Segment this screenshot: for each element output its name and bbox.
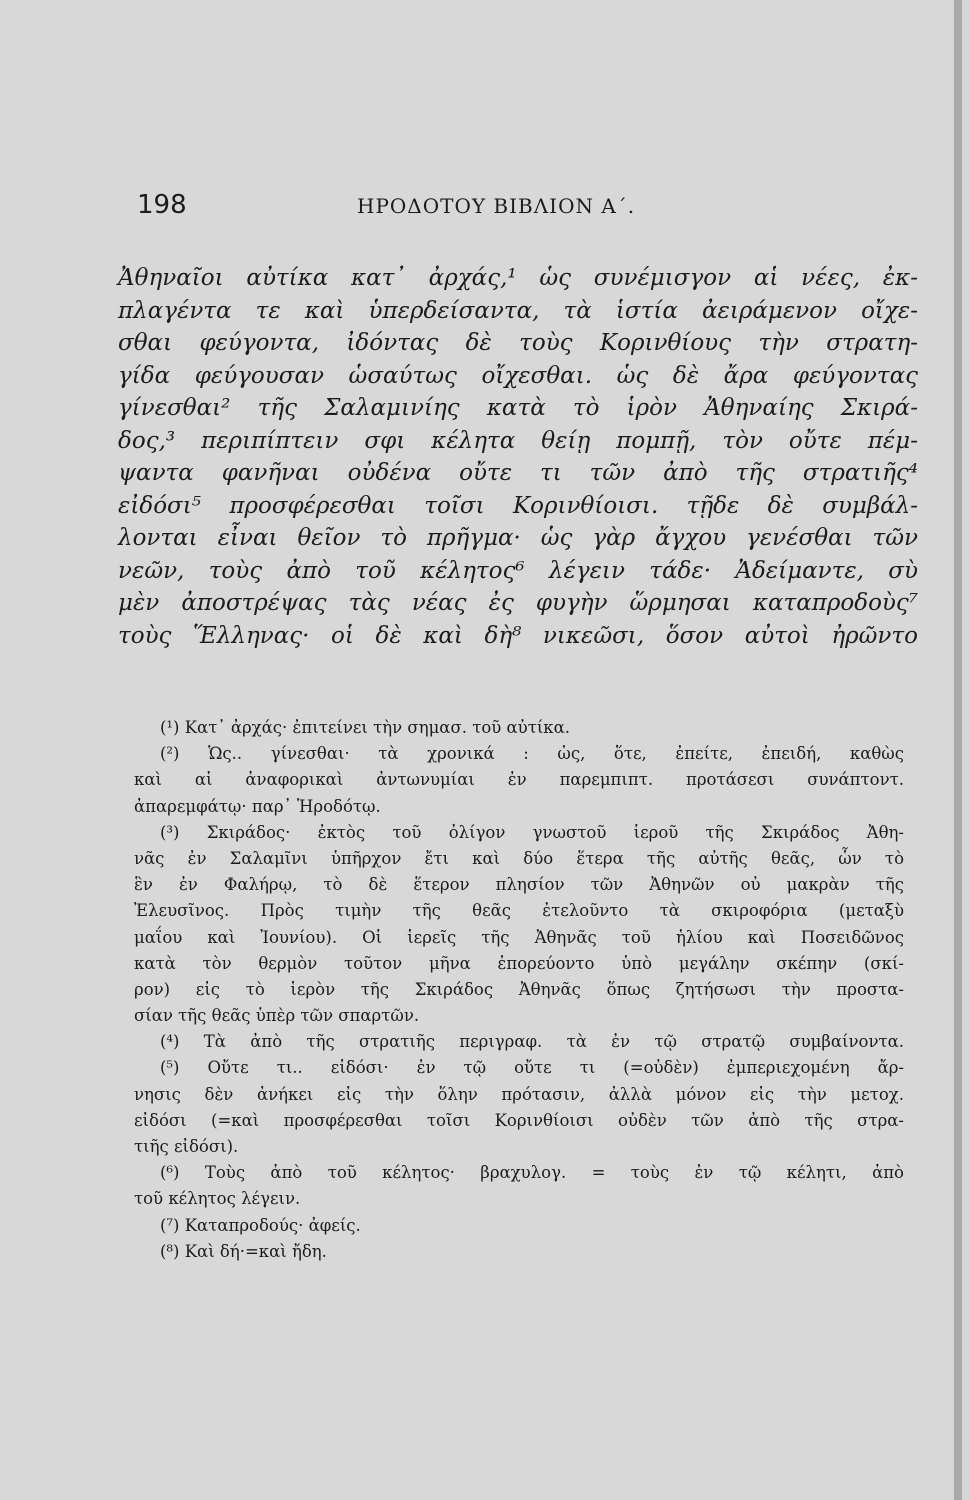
main-text-line: νεῶν, τοὺς ἀπὸ τοῦ κέλητος⁶ λέγειν τάδε· Ἀδείμαντε, σὺ <box>118 557 918 584</box>
footnotes <box>134 715 904 1265</box>
footnote-line: καὶ αἱ ἀναφορικαὶ ἀντωνυμίαι ἐν παρεμπιπτ. προτάσεσι συνάπτοντ. <box>134 770 904 790</box>
footnote-line: (⁸) Καὶ δή·=καὶ ἤδη. <box>160 1241 327 1261</box>
footnote-line: Ἐλευσῖνος. Πρὸς τιμὴν τῆς θεᾶς ἐτελοῦντο τὰ σκιροφόρια (μεταξὺ <box>134 901 904 921</box>
main-text-line: γίδα φεύγουσαν ὡσαύτως οἴχεσθαι. ὡς δὲ ἄρα φεύγοντας <box>118 362 918 389</box>
main-text-line: εἰδόσι⁵ προσφέρεσθαι τοῖσι Κορινθίοισι. τῇδε δὲ συμβάλ- <box>118 492 918 519</box>
footnote-line: εἰδόσι (=καὶ προσφέρεσθαι τοῖσι Κορινθίοισι οὐδὲν τῶν ἀπὸ τῆς στρα- <box>134 1110 904 1130</box>
main-text <box>118 262 918 652</box>
page-header <box>137 190 685 230</box>
main-text-line: ψαντα φανῆναι οὐδένα οὔτε τι τῶν ἀπὸ τῆς στρατιῆς⁴ <box>118 460 918 486</box>
main-text-line: δος,³ περιπίπτειν σφι κέλητα θείῃ πομπῇ, τὸν οὔτε πέμ- <box>118 427 918 454</box>
main-text-line: γίνεσθαι² τῆς Σαλαμινίης κατὰ τὸ ἱρὸν Ἀθηναίης Σκιρά- <box>118 395 918 421</box>
footnote-line: (⁶) Τοὺς ἀπὸ τοῦ κέλητος· βραχυλογ. = τοὺς ἐν τῷ κέλητι, ἀπὸ <box>160 1163 904 1183</box>
footnote-line: νᾶς ἐν Σαλαμῖνι ὑπῆρχον ἔτι καὶ δύο ἕτερα τῆς αὐτῆς θεᾶς, ὧν τὸ <box>134 848 904 868</box>
footnote-line: (¹) Κατ᾽ ἀρχάς· ἐπιτείνει τὴν σημασ. τοῦ αὐτίκα. <box>160 718 571 737</box>
footnote-line: (⁵) Οὔτε τι.. εἰδόσι· ἐν τῷ οὔτε τι (=οὐδὲν) ἐμπεριεχομένη ἄρ- <box>160 1058 904 1078</box>
main-text-line: μὲν ἀποστρέψας τὰς νέας ἐς φυγὴν ὥρμησαι καταπροδοὺς⁷ <box>118 590 918 616</box>
main-text-line: Ἀθηναῖοι αὐτίκα κατ᾽ ἀρχάς,¹ ὡς συνέμισγον αἱ νέες, ἐκ- <box>118 265 918 291</box>
footnote-line: κατὰ τὸν θερμὸν τοῦτον μῆνα ἐπορεύοντο ὑπὸ μεγάλην σκέπην (σκί- <box>134 953 904 973</box>
footnote-line: (³) Σκιράδος· ἐκτὸς τοῦ ὀλίγον γνωστοῦ ἱεροῦ τῆς Σκιράδος Ἀθη- <box>160 822 904 842</box>
footnote-line: τιῆς εἰδόσι). <box>134 1137 239 1156</box>
footnote-line: (²) Ὡς.. γίνεσθαι· τὰ χρονικά : ὡς, ὅτε, ἐπείτε, ἐπειδή, καθὼς <box>160 744 904 764</box>
main-text-line: σθαι φεύγοντα, ἰδόντας δὲ τοὺς Κορινθίους τὴν στρατη- <box>118 330 918 356</box>
main-text-line: πλαγέντα τε καὶ ὑπερδείσαντα, τὰ ἱστία ἀειράμενον οἴχε- <box>118 297 918 324</box>
footnote-line: νησις δὲν ἀνήκει εἰς τὴν ὅλην πρότασιν, ἀλλὰ μόνον εἰς τὴν μετοχ. <box>134 1084 904 1104</box>
footnote-line: σίαν τῆς θεᾶς ὑπὲρ τῶν σπαρτῶν. <box>134 1006 420 1026</box>
footnote-line: τοῦ κέλητος λέγειν. <box>134 1189 301 1209</box>
page-edge <box>954 0 962 1500</box>
running-title: ΗΡΟΔΟΤΟΥ ΒΙΒΛΙΟΝ Α΄. <box>357 194 636 218</box>
footnote-line: ἀπαρεμφάτῳ· παρ᾽ Ἡροδότῳ. <box>134 796 381 816</box>
footnote-line: ρον) εἰς τὸ ἱερὸν τῆς Σκιράδος Ἀθηνᾶς ὅπως ζητήσωσι τὴν προστα- <box>134 979 904 999</box>
main-text-line: λονται εἶναι θεῖον τὸ πρῆγμα· ὡς γὰρ ἄγχου γενέσθαι τῶν <box>118 525 918 551</box>
page-number: 198 <box>137 190 187 220</box>
footnote-line: (⁷) Καταπροδούς· ἀφείς. <box>160 1215 361 1235</box>
footnote-line: (⁴) Τὰ ἀπὸ τῆς στρατιῆς περιγραφ. τὰ ἐν τῷ στρατῷ συμβαίνοντα. <box>160 1032 904 1052</box>
main-text-line: τοὺς Ἕλληνας· οἱ δὲ καὶ δὴ⁸ νικεῶσι, ὅσον αὐτοὶ ἠρῶντο <box>118 622 918 649</box>
footnote-line: ἓν ἐν Φαλήρῳ, τὸ δὲ ἕτερον πλησίον τῶν Ἀθηνῶν οὐ μακρὰν τῆς <box>134 875 904 895</box>
footnote-line: μαΐου καὶ Ἰουνίου). Οἱ ἱερεῖς τῆς Ἀθηνᾶς τοῦ ἡλίου καὶ Ποσειδῶνος <box>134 927 904 947</box>
